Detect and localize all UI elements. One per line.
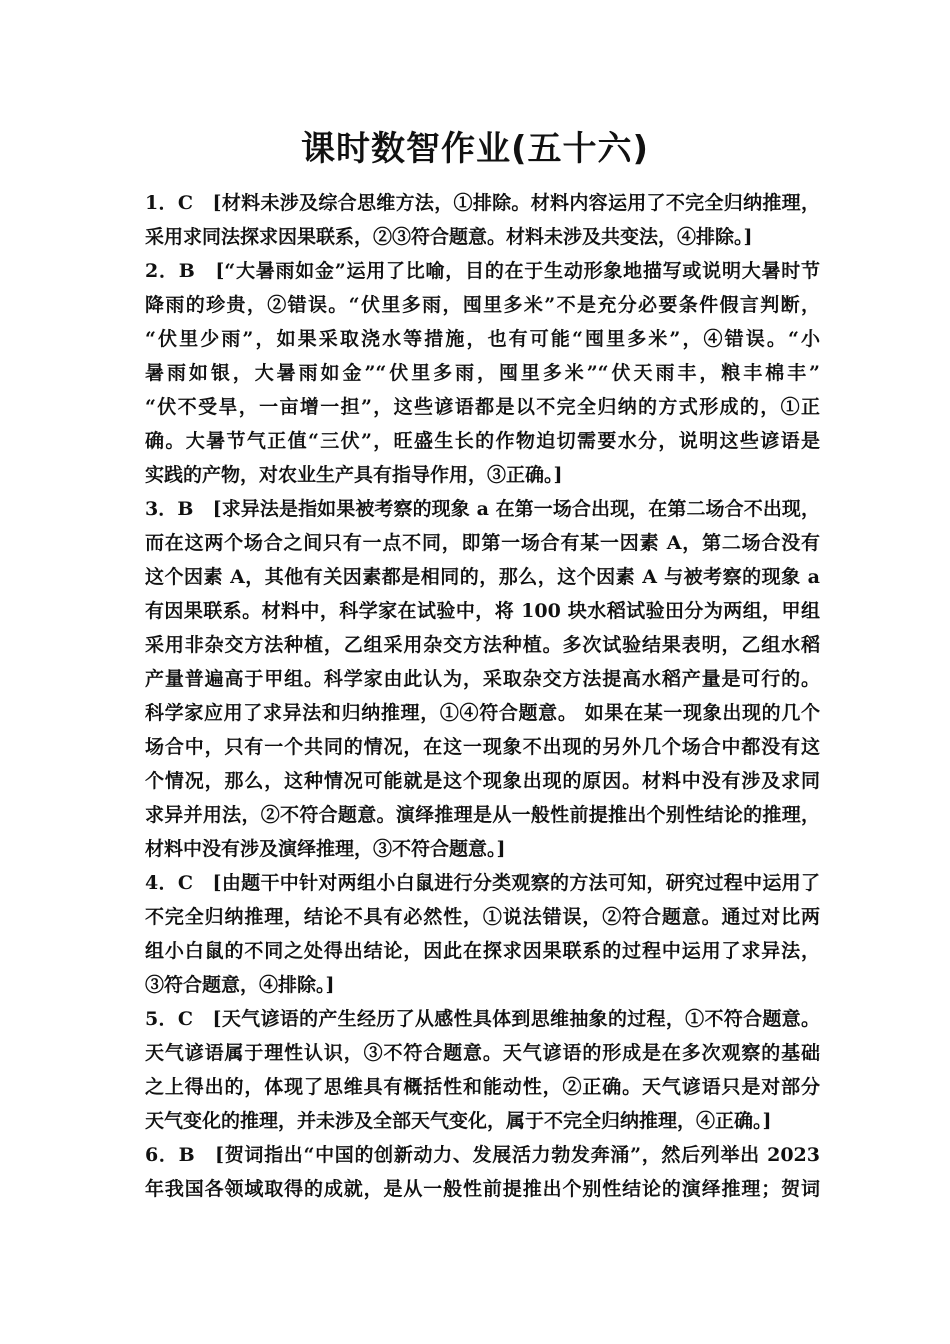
- answer-list: [145, 186, 820, 1206]
- answer-line: “伏不受旱，一亩增一担”，这些谚语都是以不完全归纳的方式形成的，①正: [145, 396, 820, 418]
- answer-line: “伏里少雨”，如果采取浇水等措施，也有可能“囤里多米”，④错误。“小: [145, 328, 820, 350]
- answer-line: 实践的产物，对农业生产具有指导作用，③正确。]: [145, 464, 563, 486]
- answer-line: 个情况，那么，这种情况可能就是这个现象出现的原因。材料中没有涉及求同: [145, 770, 820, 792]
- answer-item-5: [145, 1002, 820, 1138]
- answer-item-4: [145, 866, 820, 1002]
- answer-line: 科学家应用了求异法和归纳推理，①④符合题意。 如果在某一现象出现的几个: [145, 702, 820, 724]
- answer-item-6: [145, 1138, 820, 1206]
- answer-line: 3．B [求异法是指如果被考察的现象 a 在第一场合出现，在第二场合不出现，: [145, 498, 820, 520]
- answer-line: 6．B [贺词指出“中国的创新动力、发展活力勃发奔涌”，然后列举出 2023: [145, 1144, 820, 1166]
- answer-line: 5．C [天气谚语的产生经历了从感性具体到思维抽象的过程，①不符合题意。: [145, 1008, 820, 1030]
- answer-line: 年我国各领域取得的成就，是从一般性前提推出个别性结论的演绎推理；贺词: [145, 1178, 820, 1200]
- answer-line: 产量普遍高于甲组。科学家由此认为，采取杂交方法提高水稻产量是可行的。: [145, 668, 820, 690]
- answer-line: ③符合题意，④排除。]: [145, 974, 335, 996]
- answer-line: 场合中，只有一个共同的情况，在这一现象不出现的另外几个场合中都没有这: [145, 736, 820, 758]
- page-title: 课时数智作业(五十六): [300, 129, 650, 169]
- answer-item-2: [145, 254, 820, 492]
- answer-line: 采用非杂交方法种植，乙组采用杂交方法种植。多次试验结果表明，乙组水稻: [145, 634, 820, 656]
- answer-line: 求异并用法，②不符合题意。演绎推理是从一般性前提推出个别性结论的推理，: [145, 804, 820, 826]
- answer-line: 有因果联系。材料中，科学家在试验中，将 100 块水稻试验田分为两组，甲组: [145, 600, 820, 622]
- answer-line: 之上得出的，体现了思维具有概括性和能动性，②正确。天气谚语只是对部分: [145, 1076, 820, 1098]
- answer-line: 而在这两个场合之间只有一点不同，即第一场合有某一因素 A，第二场合没有: [145, 532, 820, 554]
- answer-line: 暑雨如银，大暑雨如金”“伏里多雨，囤里多米”“伏天雨丰，粮丰棉丰”: [145, 362, 820, 384]
- answer-line: 采用求同法探求因果联系，②③符合题意。材料未涉及共变法，④排除。]: [145, 226, 753, 248]
- answer-line: 降雨的珍贵，②错误。“伏里多雨，囤里多米”不是充分必要条件假言判断，: [145, 294, 820, 316]
- answer-line: 材料中没有涉及演绎推理，③不符合题意。]: [145, 838, 506, 860]
- answer-line: 组小白鼠的不同之处得出结论，因此在探求因果联系的过程中运用了求异法，: [145, 940, 820, 962]
- answer-line: 天气变化的推理，并未涉及全部天气变化，属于不完全归纳推理，④正确。]: [145, 1110, 772, 1132]
- answer-item-3: [145, 492, 820, 866]
- answer-line: 不完全归纳推理，结论不具有必然性，①说法错误，②符合题意。通过对比两: [145, 906, 820, 928]
- answer-line: 这个因素 A，其他有关因素都是相同的，那么，这个因素 A 与被考察的现象 a: [145, 566, 820, 588]
- answer-line: 1．C [材料未涉及综合思维方法，①排除。材料内容运用了不完全归纳推理，: [145, 192, 820, 214]
- answer-line: 2．B [“大暑雨如金”运用了比喻，目的在于生动形象地描写或说明大暑时节: [145, 260, 820, 282]
- answer-line: 天气谚语属于理性认识，③不符合题意。天气谚语的形成是在多次观察的基础: [145, 1042, 820, 1064]
- answer-line: 确。大暑节气正值“三伏”，旺盛生长的作物迫切需要水分，说明这些谚语是: [145, 430, 820, 452]
- answer-line: 4．C [由题干中针对两组小白鼠进行分类观察的方法可知，研究过程中运用了: [145, 872, 820, 894]
- answer-item-1: [145, 186, 820, 254]
